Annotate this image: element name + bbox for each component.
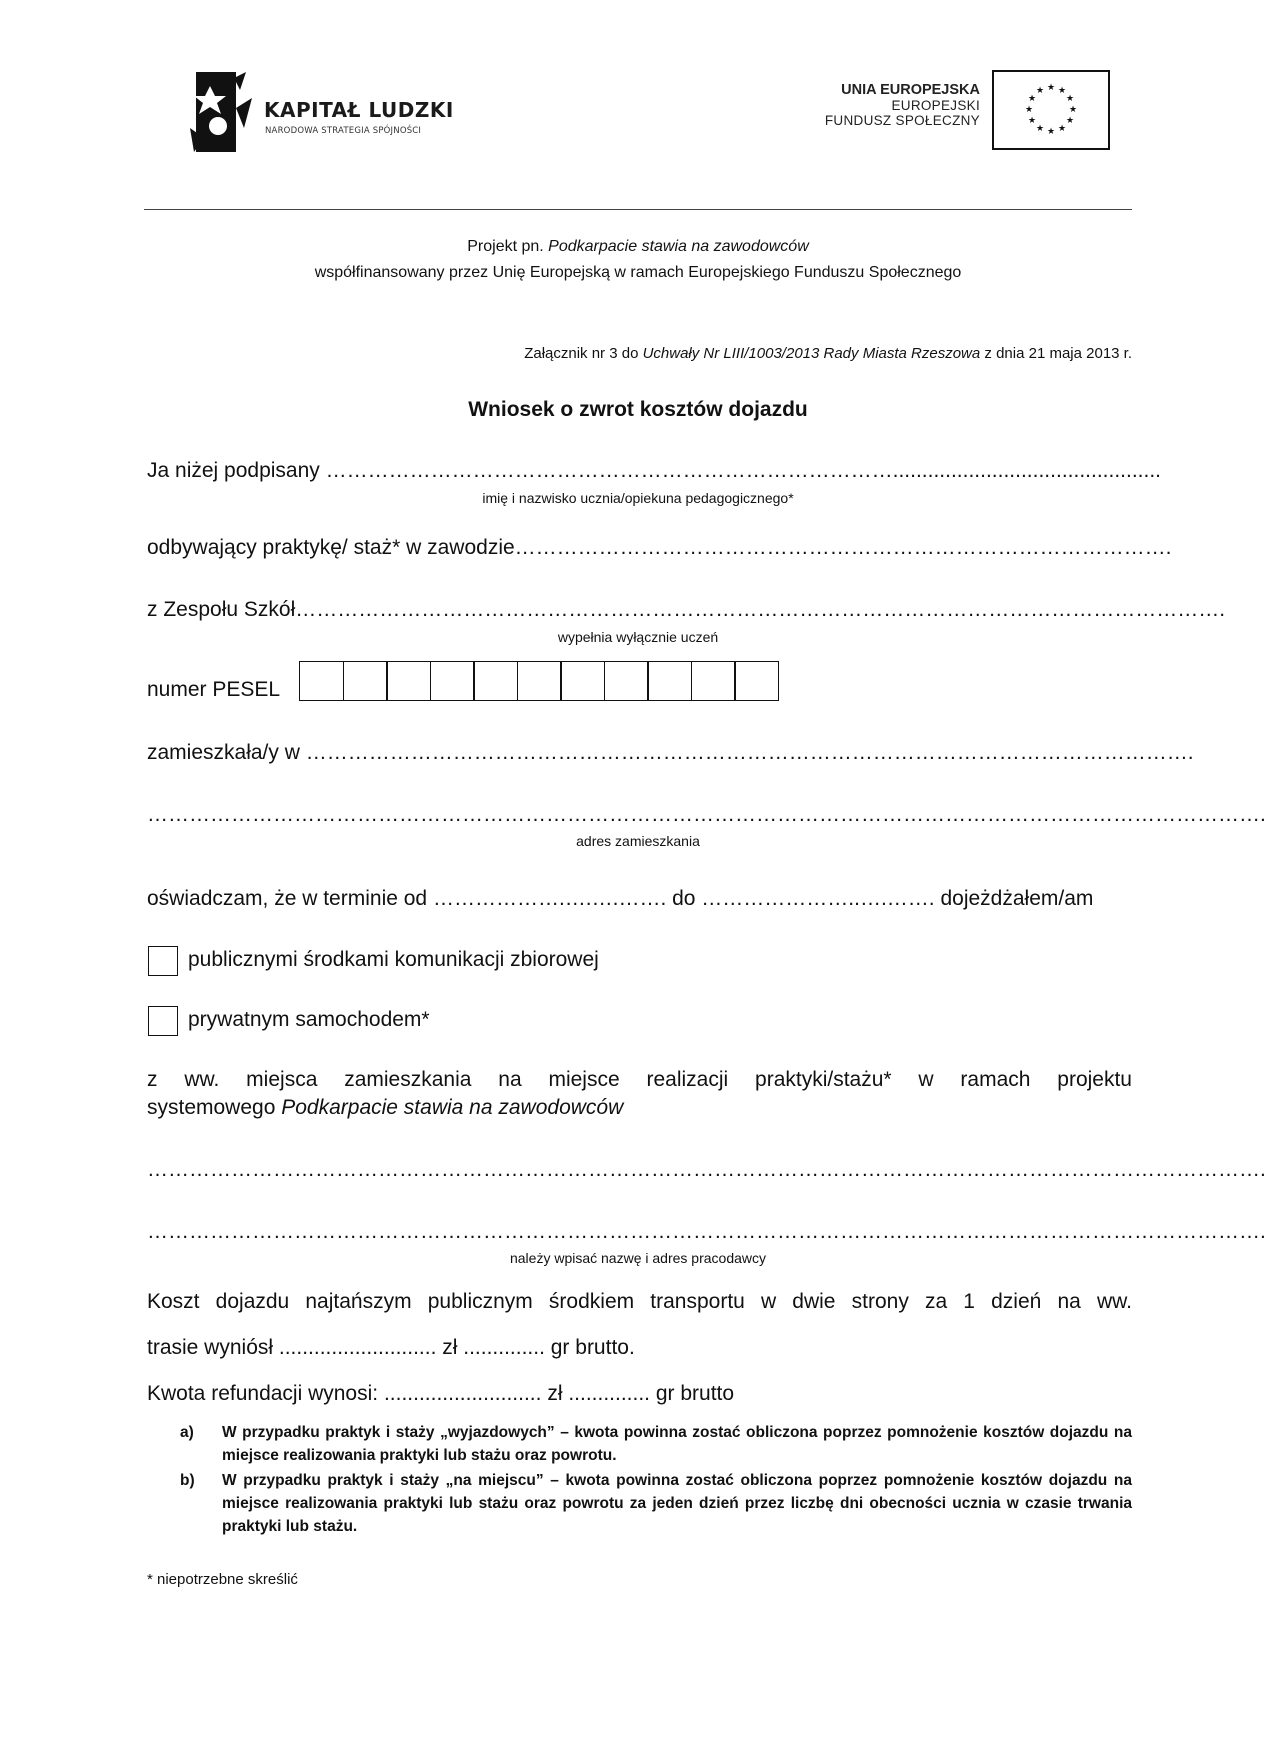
cost-line2[interactable]: trasie wyniósł ........................... zł .............. gr brutto. [147,1336,635,1359]
svg-text:★: ★ [1057,124,1067,134]
svg-text:★: ★ [1027,116,1037,126]
pesel-digit-box[interactable] [604,661,649,701]
pesel-digit-box[interactable] [430,661,475,701]
residence-field-line2[interactable]: ……………………………………………………………………………………………………………………………………………. [147,803,1266,826]
eu-text [820,82,980,128]
note-marker: a) [180,1424,194,1441]
page-title: Wniosek o zwrot kosztów dojazdu [468,398,808,421]
private-car-checkbox[interactable] [148,1006,178,1036]
kapital-ludzki-logo [190,68,490,156]
kapital-ludzki-emblem-icon [190,68,256,156]
signed-hint: imię i nazwisko ucznia/opiekuna pedagogicznego* [482,490,794,506]
pesel-digit-box[interactable] [517,661,562,701]
public-transport-label: publicznymi środkami komunikacji zbiorowej [188,948,599,971]
note-text: W przypadku praktyk i staży „wyjazdowych” – kwota powinna zostać obliczona poprzez pomnożenie kosztów dojazdu na miejsce realizowania praktyki lub stażu oraz powrotu. [222,1424,1132,1464]
pesel-digit-box[interactable] [299,661,344,701]
pesel-digit-box[interactable] [734,661,779,701]
residence-field[interactable]: zamieszkała/y w ………………………………………………………………………………………………………………. [147,741,1194,764]
eu-line1: UNIA EUROPEJSKA [841,82,980,98]
note-marker: b) [180,1472,195,1489]
pesel-label: numer PESEL [147,678,281,701]
kl-subtitle: NARODOWA STRATEGIA SPÓJNOŚCI [265,126,422,136]
footnote: * niepotrzebne skreślić [147,1571,298,1588]
route-project-title: Podkarpacie stawia na zawodowców [281,1096,624,1119]
pesel-digit-box[interactable] [343,661,388,701]
route-text-line1: z ww. miejsca zamieszkania na miejsce realizacji praktyki/stażu* w ramach projektu [147,1068,1132,1091]
note-item [180,1421,1132,1467]
cost-line1: Koszt dojazdu najtańszym publicznym środkiem transportu w dwie strony za 1 dzień na ww. [147,1290,1132,1313]
pesel-digit-box[interactable] [473,661,518,701]
residence-hint: adres zamieszkania [576,833,700,849]
pesel-digit-box[interactable] [386,661,431,701]
signed-field[interactable]: Ja niżej podpisany ……………………………………………………………………….............................................. [147,459,1161,482]
svg-text:★: ★ [1046,127,1056,137]
pesel-digit-box[interactable] [691,661,736,701]
employer-field-line1[interactable]: ……………………………………………………………………………………………………………………………………………. [147,1158,1266,1181]
practice-field[interactable]: odbywający praktykę/ staż* w zawodzie…………………………………………………………………………………. [147,536,1172,559]
svg-text:★: ★ [1057,86,1067,96]
project-title: Podkarpacie stawia na zawodowców [548,238,809,255]
employer-hint: należy wpisać nazwę i adres pracodawcy [509,1250,766,1266]
attachment-resolution: Uchwały Nr LIII/1003/2013 Rady Miasta Rzeszowa [642,345,981,362]
svg-text:★: ★ [1046,83,1056,93]
route-text-line2 [147,1096,1132,1120]
svg-text:★: ★ [1068,105,1078,115]
svg-text:★: ★ [1065,116,1075,126]
attachment-suffix: z dnia 21 maja 2013 r. [980,345,1132,362]
note-text: W przypadku praktyk i staży „na miejscu” – kwota powinna zostać obliczona poprzez pomnożenie kosztów dojazdu na miejsce realizowania praktyki lub stażu oraz powrotu za jeden dzień przez liczbę dni obecności ucznia w czasie trwania praktyki lub stażu. [222,1472,1132,1535]
svg-text:★: ★ [1027,94,1037,104]
header-divider [144,209,1132,210]
school-hint: wypełnia wyłącznie uczeń [557,629,719,645]
project-line1 [144,238,1132,256]
pesel-digit-box[interactable] [560,661,605,701]
kl-title: KAPITAŁ LUDZKI [264,98,454,122]
public-transport-checkbox[interactable] [148,946,178,976]
declare-field[interactable]: oświadczam, że w terminie od ……………….….….……. do …………………..….……. dojeżdżałem/am [147,887,1094,910]
employer-field-line2[interactable]: ……………………………………………………………………………………………………………………………………………. [147,1220,1266,1243]
eu-line2: EUROPEJSKI [891,98,980,113]
svg-text:★: ★ [1035,124,1045,134]
pesel-boxes[interactable] [299,661,778,701]
eu-line3: FUNDUSZ SPOŁECZNY [824,113,980,128]
eu-flag-icon [992,70,1110,150]
pesel-digit-box[interactable] [647,661,692,701]
note-item [180,1469,1132,1538]
eu-logo [820,70,1120,152]
attachment-prefix: Załącznik nr 3 do [524,345,643,362]
private-car-label: prywatnym samochodem* [188,1008,430,1031]
svg-text:★: ★ [1024,105,1034,115]
notes-list [180,1421,1132,1540]
route-prefix: systemowego [147,1096,282,1119]
refund-line[interactable]: Kwota refundacji wynosi: ........................... zł .............. gr brutto [147,1382,735,1405]
project-line2: współfinansowany przez Unię Europejską w ramach Europejskiego Funduszu Społecznego [314,264,962,281]
svg-text:★: ★ [1035,86,1045,96]
svg-text:★: ★ [1065,94,1075,104]
project-prefix: Projekt pn. [467,238,549,255]
attachment-line [444,345,1132,362]
school-field[interactable]: z Zespołu Szkół……………………………………………………………………………………………………………………. [147,598,1226,621]
